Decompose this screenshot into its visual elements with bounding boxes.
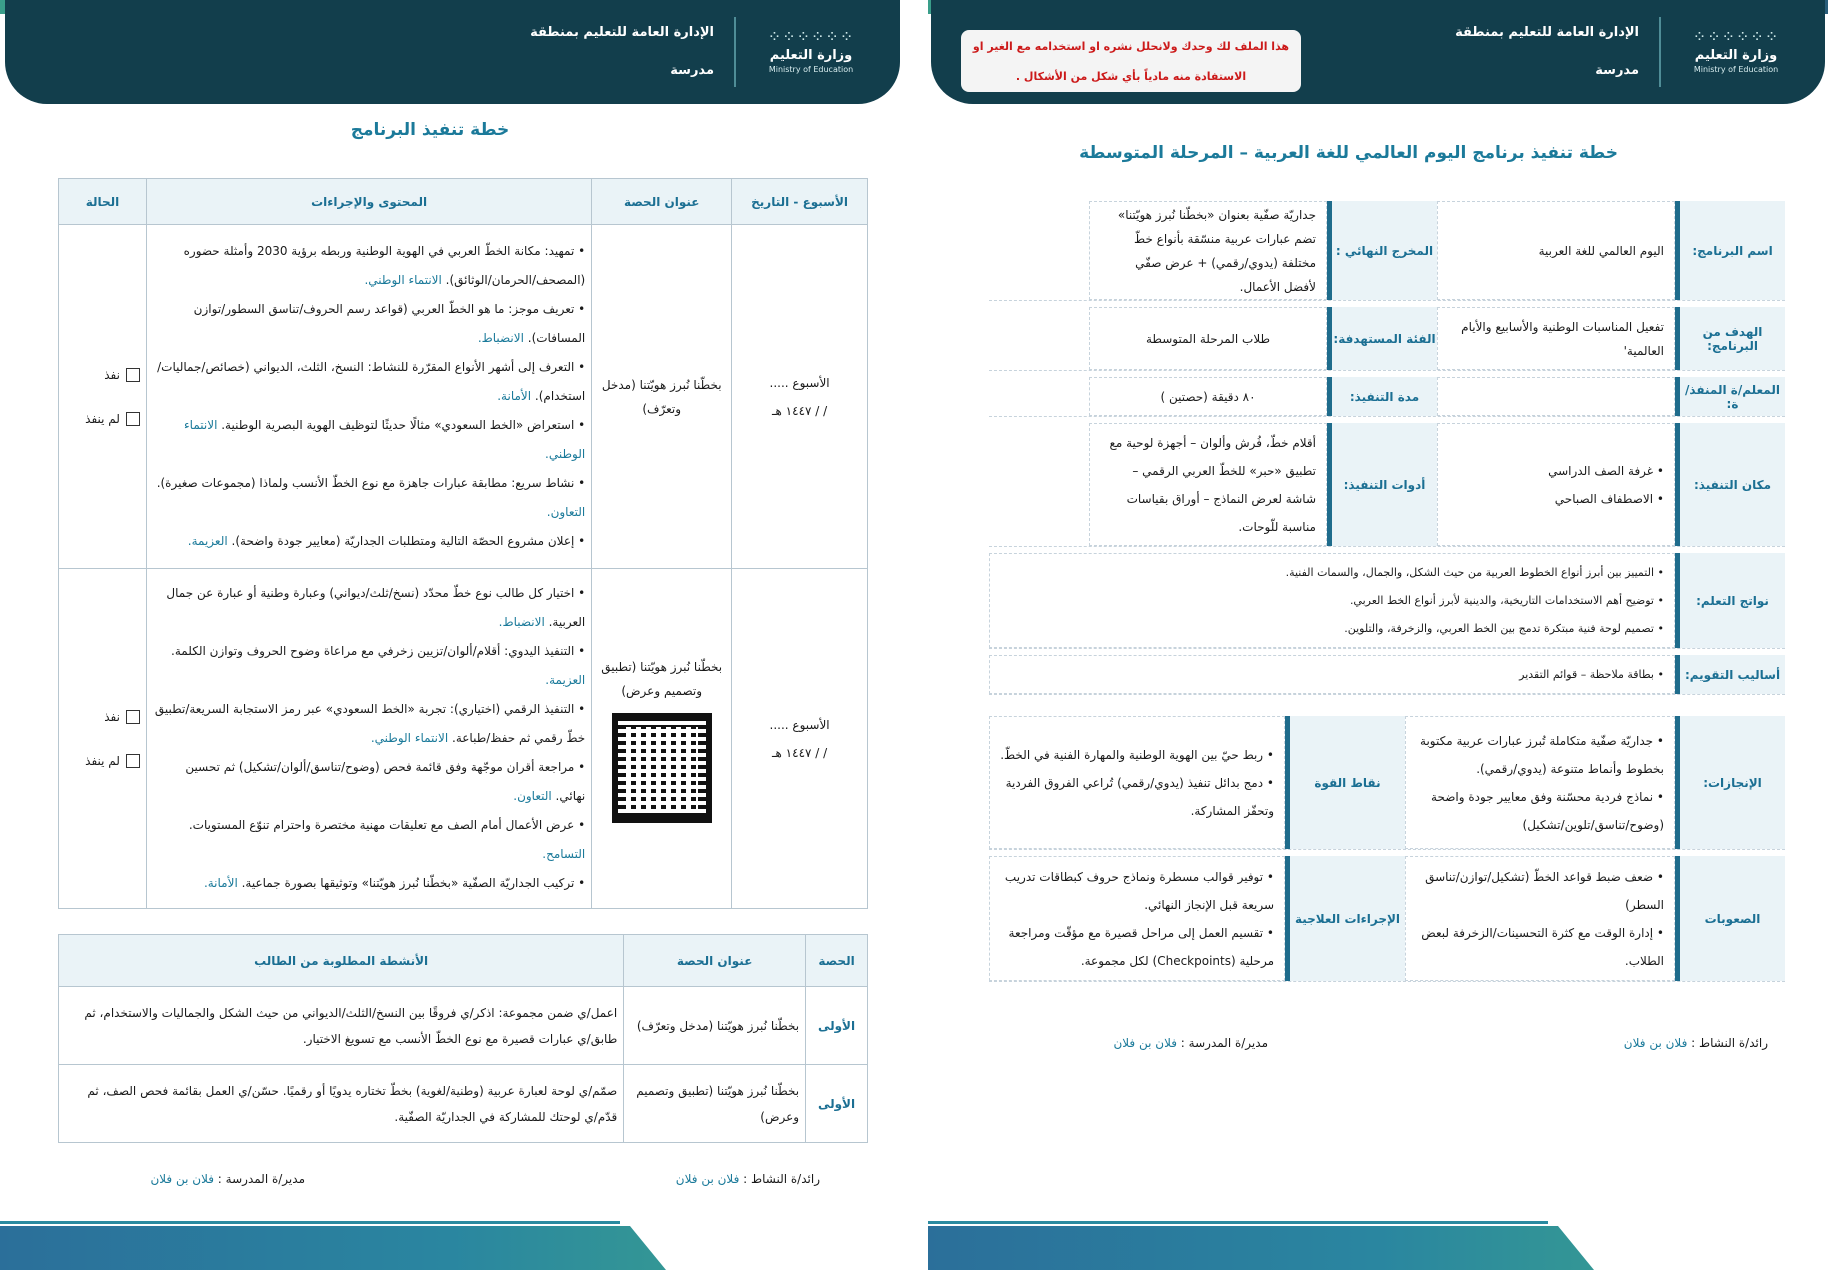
label-outcomes: نواتج التعلم:	[1675, 553, 1785, 648]
plan-status-cell	[59, 569, 147, 909]
strength-item: • دمج بدائل تنفيذ (يدوي/رقمي) تُراعي الفروق الفردية وتحفّز المشاركة.	[1000, 769, 1274, 825]
signature-leader-name: فلان بن فلان	[675, 1172, 740, 1186]
plan-row	[59, 225, 868, 569]
logo-dots-icon: ⁘⁘⁘⁘⁘⁘	[1692, 27, 1780, 46]
acts-row	[59, 987, 868, 1065]
achievement-item: • جداريّة صفّية متكاملة تُبرز عبارات عربية مكتوبة بخطوط وأنماط متنوعة (يدوي/رقمي).	[1416, 727, 1664, 783]
status-done[interactable]: نفذ	[65, 695, 140, 739]
value-teacher	[1437, 377, 1675, 416]
content-item: • نشاط سريع: مطابقة عبارات جاهزة مع نوع الخطّ الأنسب ولماذا (مجموعات صغيرة). التعاون.	[153, 469, 585, 527]
place-item: • غرفة الصف الدراسي	[1448, 457, 1664, 485]
plan-table	[58, 178, 868, 909]
ministry-name-en: Ministry of Education	[1693, 65, 1779, 74]
info-row-assessment	[989, 655, 1785, 695]
achievement-item: • نماذج فردية محسّنة وفق معايير جودة واضحة (وضوح/تناسق/تلوين/تشكيل)	[1416, 783, 1664, 839]
value-duration: ٨٠ دقيقة (حصتين )	[1089, 377, 1327, 416]
content-item: • إعلان مشروع الحصّة التالية ومتطلبات الجداريّة (معايير جودة واضحة). العزيمة.	[153, 527, 585, 556]
page-title: خطة تنفيذ البرنامج	[350, 120, 510, 140]
directorate-name: الإدارة العامة للتعليم بمنطقة	[530, 25, 714, 40]
value-tag: الانتماء الوطني.	[184, 418, 586, 461]
acts-description: صمّم/ي لوحة لعبارة عربية (وطنية/لغوية) بخطّ تختاره يدويًا أو رقميًا. حسّن/ي العمل بقائمة فحص الصف، ثم قدّم/ي لوحتك للمشاركة في الجداريّة الصفّية.	[59, 1065, 624, 1143]
info-row-goal	[989, 307, 1785, 371]
label-duration: مدة التنفيذ:	[1327, 377, 1437, 416]
footer-band	[928, 1226, 1828, 1270]
content-item: • التنفيذ اليدوي: أقلام/ألوان/تزيين زخرفي مع مراعاة وضوح الحروف وتوازن الكلمة. العزيمة.	[153, 637, 585, 695]
plan-header-title: عنوان الحصة	[592, 179, 732, 225]
label-assessment: أساليب التقويم:	[1675, 655, 1785, 694]
label-output: المخرج النهائي :	[1327, 201, 1437, 300]
outcome-item: • توضيح أهم الاستخدامات التاريخية، والدينية لأبرز أنواع الخط العربي.	[1000, 587, 1664, 615]
label-goal: الهدف من البرنامج:	[1675, 307, 1785, 370]
school-name: مدرسة	[670, 63, 714, 78]
label-teacher: المعلم/ة المنفذ/ة:	[1675, 377, 1785, 416]
footer-line	[0, 1221, 620, 1224]
label-audience: الفئة المستهدفة:	[1327, 307, 1437, 370]
signature-principal	[150, 1172, 305, 1186]
value-output: جداريّة صفّية بعنوان «بخطّنا نُبرز هويّتنا» تضم عبارات عربية منسّقة بأنواع خطّ مختلفة (يدوي/رقمي) + عرض صفّي لأفضل الأعمال.	[1089, 201, 1327, 300]
info-row-program	[989, 201, 1785, 301]
checkbox-icon[interactable]	[126, 754, 140, 768]
acts-row	[59, 1065, 868, 1143]
plan-header-status: الحالة	[59, 179, 147, 225]
signature-leader	[676, 1172, 820, 1186]
acts-lesson-number: الأولى	[806, 1065, 868, 1143]
content-item: • تعريف موجز: ما هو الخطّ العربي (قواعد رسم الحروف/تناسق السطور/توازن المسافات). الانضباط.	[153, 295, 585, 353]
page-right	[928, 0, 1828, 1270]
value-tag: التعاون.	[546, 505, 586, 519]
signature-principal-label: مدير/ة المدرسة :	[1180, 1036, 1268, 1050]
checkbox-icon[interactable]	[126, 710, 140, 724]
info-row-outcomes	[989, 553, 1785, 649]
directorate-name: الإدارة العامة للتعليم بمنطقة	[1455, 25, 1639, 40]
header	[931, 0, 1825, 104]
label-difficulties: الصعوبات	[1675, 856, 1785, 981]
header	[5, 0, 900, 104]
plan-content-cell	[146, 225, 591, 569]
acts-header-title: عنوان الحصة	[624, 935, 806, 987]
value-goal: تفعيل المناسبات الوطنية والأسابيع والأيام العالمية'	[1437, 307, 1675, 370]
acts-description: اعمل/ي ضمن مجموعة: اذكر/ي فروقًا بين النسخ/الثلث/الديواني من حيث الشكل والجماليات والاستخدام، ثم طابق/ي عبارات قصيرة مع نوع الخطّ الأنسب مع تسويغ الاختيار.	[59, 987, 624, 1065]
checkbox-icon[interactable]	[126, 412, 140, 426]
week-label: الأسبوع .....	[769, 375, 830, 390]
value-assessment	[989, 655, 1675, 694]
analysis-row-achievements	[989, 716, 1785, 850]
checkbox-icon[interactable]	[126, 368, 140, 382]
value-difficulties	[1405, 856, 1675, 981]
value-strengths	[989, 716, 1285, 849]
signature-principal-label: مدير/ة المدرسة :	[217, 1172, 305, 1186]
label-program: اسم البرنامج:	[1675, 201, 1785, 300]
logo-dots-icon: ⁘⁘⁘⁘⁘⁘	[767, 27, 855, 46]
signature-principal	[1113, 1036, 1268, 1050]
value-achievements	[1405, 716, 1675, 849]
value-tag: الانضباط.	[498, 615, 545, 629]
outcome-item: • التمييز بين أبرز أنواع الخطوط العربية من حيث الشكل، والجمال، والسمات الفنية.	[1000, 559, 1664, 587]
remedy-item: • توفير قوالب مسطرة ونماذج حروف كبطاقات تدريب سريعة قبل الإنجاز النهائي.	[1000, 863, 1274, 919]
plan-header-week: الأسبوع - التاريخ	[732, 179, 868, 225]
plan-week-cell	[732, 569, 868, 909]
strength-item: • ربط حيّ بين الهوية الوطنية والمهارة الفنية في الخطّ.	[1000, 741, 1274, 769]
page-title: خطة تنفيذ برنامج اليوم العالمي للغة العربية – المرحلة المتوسطة	[1079, 143, 1618, 163]
content-item: • اختيار كل طالب نوع خطّ محدّد (نسخ/ثلث/ديواني) وعبارة وطنية أو عبارة عن جمال العربية. الانضباط.	[153, 579, 585, 637]
info-row-teacher	[989, 377, 1785, 417]
difficulty-item: • ضعف ضبط قواعد الخطّ (تشكيل/توازن/تناسق السطر)	[1416, 863, 1664, 919]
value-tag: الأمانة.	[497, 389, 532, 403]
analysis-row-difficulties	[989, 856, 1785, 982]
plan-row	[59, 569, 868, 909]
signature-leader	[1624, 1036, 1768, 1050]
outcome-item: • تصميم لوحة فنية مبتكرة تدمج بين الخط العربي، والزخرفة، والتلوين.	[1000, 615, 1664, 643]
date-label: / / ١٤٤٧ هـ	[772, 745, 828, 760]
footer-band	[0, 1226, 900, 1270]
plan-content-cell	[146, 569, 591, 909]
header-divider	[1659, 17, 1661, 87]
value-tag: العزيمة.	[187, 534, 228, 548]
week-label: الأسبوع .....	[769, 717, 830, 732]
content-item: • تمهيد: مكانة الخطّ العربي في الهوية الوطنية وربطه برؤية 2030 وأمثلة حضوره (المصحف/الحرمان/الوثائق). الانتماء الوطني.	[153, 237, 585, 295]
content-item: • تركيب الجداريّة الصفّية «بخطّنا نُبرز هويّتنا» وتوثيقها بصورة جماعية. الأمانة.	[153, 869, 585, 898]
qr-code-icon[interactable]	[612, 713, 712, 823]
analysis-table	[989, 716, 1785, 988]
ministry-logo	[1681, 27, 1791, 74]
value-tag: الانتماء الوطني.	[364, 273, 442, 287]
signature-principal-name: فلان بن فلان	[150, 1172, 214, 1186]
value-program: اليوم العالمي للغة العربية	[1437, 201, 1675, 300]
value-audience: طلاب المرحلة المتوسطة	[1089, 307, 1327, 370]
value-tools: أقلام خطّ، فُرش وألوان – أجهزة لوحية مع تطبيق «حبر» للخطّ العربي الرقمي – شاشة لعرض النماذج – أوراق بقياسات مناسبة للّوحات.	[1089, 423, 1327, 546]
content-item: • عرض الأعمال أمام الصف مع تعليقات مهنية مختصرة واحترام تنوّع المستويات. التسامح.	[153, 811, 585, 869]
ministry-name-en: Ministry of Education	[768, 65, 854, 74]
value-tag: التعاون.	[513, 789, 552, 803]
status-not-done[interactable]: لم ينفذ	[65, 397, 140, 441]
label-strengths: نقاط القوة	[1285, 716, 1405, 849]
ministry-name-ar: وزارة التعليم	[769, 48, 853, 63]
content-item: • التعرف إلى أشهر الأنواع المقرّرة للنشاط: النسخ، الثلث، الديواني (خصائص/جماليات/استخدام). الأمانة.	[153, 353, 585, 411]
remedy-item: • تقسيم العمل إلى مراحل قصيرة مع مؤقّت ومراجعة مرحلية (Checkpoints) لكل مجموعة.	[1000, 919, 1274, 975]
info-row-place	[989, 423, 1785, 547]
acts-header-activities: الأنشطة المطلوبة من الطالب	[59, 935, 624, 987]
value-tag: الانتماء الوطني.	[370, 731, 449, 745]
plan-status-cell	[59, 225, 147, 569]
plan-lesson-title: بخطّنا نُبرز هويّتنا (مدخل وتعرّف)	[592, 225, 732, 569]
copyright-warning: هذا الملف لك وحدك ولانحلل نشره او استخدامه مع الغير او الاستفادة منه مادياً بأي شكل من الأشكال .	[961, 30, 1301, 92]
value-outcomes	[989, 553, 1675, 648]
plan-header-content: المحتوى والإجراءات	[146, 179, 591, 225]
content-item: • التنفيذ الرقمي (اختياري): تجربة «الخط السعودي» عبر رمز الاستجابة السريعة/تطبيق خطّ رقمي ثم حفظ/طباعة. الانتماء الوطني.	[153, 695, 585, 753]
signature-leader-name: فلان بن فلان	[1623, 1036, 1688, 1050]
label-remedies: الإجراءات العلاجية	[1285, 856, 1405, 981]
header-divider	[734, 17, 736, 87]
signature-leader-label: رائد/ة النشاط :	[1691, 1036, 1768, 1050]
status-done[interactable]: نفذ	[65, 353, 140, 397]
label-tools: أدوات التنفيذ:	[1327, 423, 1437, 546]
date-label: / / ١٤٤٧ هـ	[772, 403, 828, 418]
value-place	[1437, 423, 1675, 546]
plan-week-cell	[732, 225, 868, 569]
acts-header-lesson: الحصة	[806, 935, 868, 987]
difficulty-item: • إدارة الوقت مع كثرة التحسينات/الزخرفة لبعض الطلاب.	[1416, 919, 1664, 975]
value-tag: الأمانة.	[203, 876, 238, 890]
signature-principal-name: فلان بن فلان	[1113, 1036, 1177, 1050]
ministry-name-ar: وزارة التعليم	[1694, 48, 1778, 63]
plan-lesson-title: بخطّنا نُبرز هويّتنا (تطبيق وتصميم وعرض)	[601, 659, 723, 698]
label-achievements: الإنجازات:	[1675, 716, 1785, 849]
page-left	[0, 0, 900, 1270]
acts-lesson-title: بخطّنا نُبرز هويّتنا (تطبيق وتصميم وعرض)	[624, 1065, 806, 1143]
content-item: • مراجعة أقران موجّهة وفق قائمة فحص (وضوح/تناسق/ألوان/تشكيل) ثم تحسين نهائي. التعاون.	[153, 753, 585, 811]
plan-lesson-title-cell	[592, 569, 732, 909]
ministry-logo	[756, 27, 866, 74]
value-tag: العزيمة.	[545, 673, 586, 687]
school-name: مدرسة	[1595, 63, 1639, 78]
status-not-done[interactable]: لم ينفذ	[65, 739, 140, 783]
assessment-item: • بطاقة ملاحظة – قوائم التقدير	[1000, 661, 1664, 689]
activities-table	[58, 934, 868, 1143]
content-item: • استعراض «الخط السعودي» مثالًا حديثًا لتوظيف الهوية البصرية الوطنية. الانتماء الوطني.	[153, 411, 585, 469]
acts-lesson-number: الأولى	[806, 987, 868, 1065]
info-table	[989, 201, 1785, 701]
footer-line	[928, 1221, 1548, 1224]
signature-leader-label: رائد/ة النشاط :	[743, 1172, 820, 1186]
label-place: مكان التنفيذ:	[1675, 423, 1785, 546]
header-text	[514, 14, 714, 90]
acts-lesson-title: بخطّنا نُبرز هويّتنا (مدخل وتعرّف)	[624, 987, 806, 1065]
header-text	[1439, 14, 1639, 90]
value-tag: الانضباط.	[477, 331, 524, 345]
place-item: • الاصطفاف الصباحي	[1448, 485, 1664, 513]
value-remedies	[989, 856, 1285, 981]
value-tag: التسامح.	[542, 847, 586, 861]
